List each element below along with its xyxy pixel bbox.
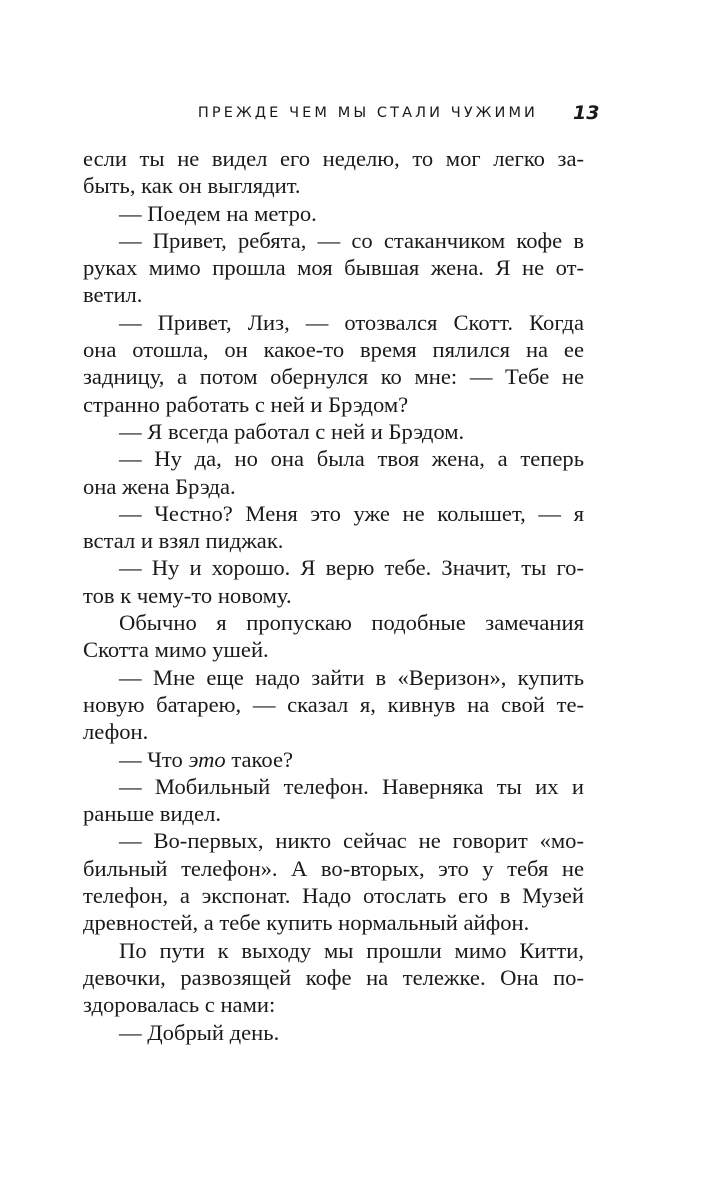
text-line: здоровалась с нами: xyxy=(83,992,276,1018)
text-line: бильный телефон». А во-вторых, это у тебя не xyxy=(83,855,584,881)
paragraph xyxy=(83,746,584,773)
paragraph xyxy=(83,937,584,1019)
paragraph xyxy=(83,309,584,418)
text-line: ветил. xyxy=(83,282,143,308)
text-line: — Ну да, но она была твоя жена, а теперь xyxy=(119,446,584,472)
text-line: она отошла, он какое-то время пялился на ее xyxy=(83,337,584,363)
paragraph xyxy=(83,664,584,746)
text-line: древностей, а тебе купить нормальный айфон. xyxy=(83,910,530,936)
text-line: По пути к выходу мы прошли мимо Китти, xyxy=(119,937,584,963)
text-line: Скотта мимо ушей. xyxy=(83,637,269,663)
paragraph xyxy=(83,418,584,445)
paragraph xyxy=(83,1019,584,1046)
text-line: телефон, а экспонат. Надо отослать его в Музей xyxy=(83,883,584,909)
text-line: лефон. xyxy=(83,719,149,745)
paragraph xyxy=(83,827,584,936)
text-line: задницу, а потом обернулся ко мне: — Тебе не xyxy=(83,364,584,390)
text-line xyxy=(83,746,584,773)
text-line: она жена Брэда. xyxy=(83,473,236,499)
text-line: — Добрый день. xyxy=(119,1019,280,1045)
paragraph xyxy=(83,227,584,309)
page-number: 13 xyxy=(573,102,600,124)
text-line: — Привет, ребята, — со стаканчиком кофе в xyxy=(119,227,584,253)
text-line: если ты не видел его неделю, то мог легко за- xyxy=(83,146,584,171)
text-line: быть, как он выглядит. xyxy=(83,173,301,199)
text-line: руках мимо прошла моя бывшая жена. Я не от- xyxy=(83,255,584,281)
text-line: тов к чему-то новому. xyxy=(83,582,292,608)
paragraph xyxy=(83,445,584,500)
text-line: девочки, развозящей кофе на тележке. Она по- xyxy=(83,964,584,990)
paragraph xyxy=(83,609,584,664)
paragraph xyxy=(83,200,584,227)
paragraph xyxy=(83,773,584,828)
text-line: — Ну и хорошо. Я верю тебе. Значит, ты го- xyxy=(119,555,584,581)
text-line: — Поедем на метро. xyxy=(119,200,317,226)
paragraph xyxy=(83,500,584,555)
running-head xyxy=(0,103,715,133)
text-line: — Мне еще надо зайти в «Веризон», купить xyxy=(119,664,584,690)
paragraph xyxy=(83,145,584,200)
text-line: Обычно я пропускаю подобные замечания xyxy=(119,610,584,636)
paragraph xyxy=(83,554,584,609)
text-line: — Привет, Лиз, — отозвался Скотт. Когда xyxy=(119,309,584,335)
text-line: — Честно? Меня это уже не колышет, — я xyxy=(119,500,584,526)
text-line: новую батарею, — сказал я, кивнув на свой те- xyxy=(83,691,584,717)
text-run: такое? xyxy=(225,746,294,772)
body-text xyxy=(83,145,584,1046)
text-line: странно работать с ней и Брэдом? xyxy=(83,391,409,417)
emphasis-text: это xyxy=(188,746,226,772)
text-line: — Я всегда работал с ней и Брэдом. xyxy=(119,418,465,444)
text-line: раньше видел. xyxy=(83,801,222,827)
text-line: — Во-первых, никто сейчас не говорит «мо- xyxy=(119,828,584,854)
running-title: ПРЕЖДЕ ЧЕМ МЫ СТАЛИ ЧУЖИМИ xyxy=(197,105,538,121)
text-line: — Мобильный телефон. Наверняка ты их и xyxy=(119,773,584,799)
text-line: встал и взял пиджак. xyxy=(83,528,284,554)
text-run: — Что xyxy=(119,746,189,772)
